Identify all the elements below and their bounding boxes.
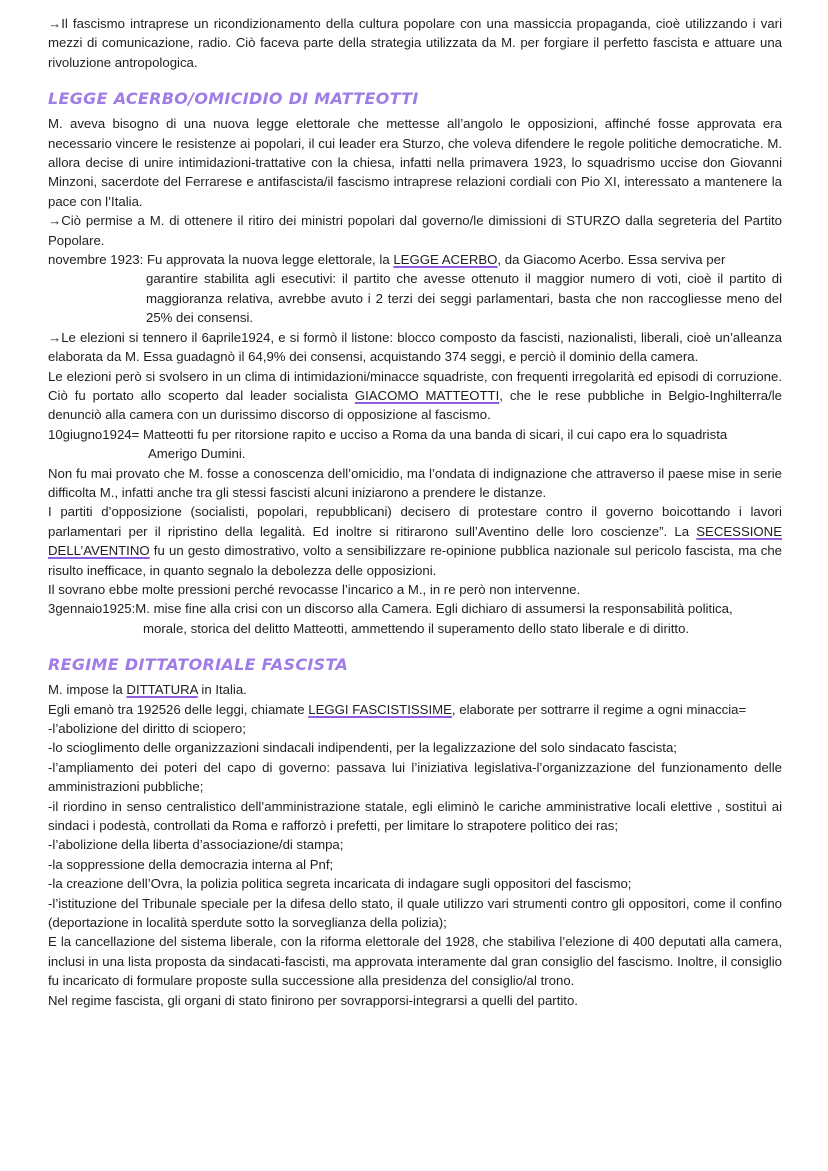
entry-10-giugno-1924: 10giugno1924= Matteotti fu per ritorsione rapito e ucciso a Roma da una banda di sicari, il cui capo era lo squadrista Amerigo Dumini. bbox=[48, 425, 782, 464]
paragraph-sovrano: Il sovrano ebbe molte pressioni perché revocasse l’incarico a M., in re però non intervenne. bbox=[48, 581, 581, 597]
section-heading-regime: REGIME DITTATORIALE FASCISTA bbox=[48, 655, 349, 675]
list-item: -la creazione dell’Ovra, la polizia politica segreta incaricata di indagare sugli oppositori del fascismo; bbox=[48, 876, 632, 892]
paragraph-ritiro-popolari: →Ciò permise a M. di ottenere il ritiro dei ministri popolari dal governo/le dimissioni di STURZO dalla segreteria del Partito Popolare. bbox=[48, 213, 782, 248]
intro-paragraph: →Il fascismo intraprese un ricondizionamento della cultura popolare con una massiccia propaganda, cioè utilizzando i vari mezzi di comunicazione, radio. Ciò faceva parte della strategia utilizzata da M. per forgiare il perfetto fascista e attuare una rivoluzione antropologica. bbox=[48, 16, 782, 70]
entry-date: 10giugno1924= bbox=[48, 426, 143, 442]
paragraph-aventino: I partiti d’opposizione (socialisti, popolari, repubblicani) decisero di protestare contro il governo boicottando i lavori parlamentari per il ripristino della legalità. Ed inoltre si ritirarono sull’Aventino delle loro coscienze”. La SECESSIONE DELL’AVENTINO fu un gesto dimostrativo, volto a sensibilizzare re-opinione pubblica nazionale sul pericolo fascista, ma che risulto inefficace, in quanto segnalo la debolezza delle opposizioni. bbox=[48, 504, 782, 578]
list-item: -la soppressione della democrazia interna al Pnf; bbox=[48, 856, 334, 872]
paragraph-sturzo: M. aveva bisogno di una nuova legge elettorale che mettesse all’angolo le opposizioni, affinché fosse approvata era necessario vincere le resistenze ai popolari, il cui leader era Sturzo, che voleva difendere le regole politiche democratiche. M. allora decise di unire intimidazioni-trattative con la chiesa, infatti nella primavera 1923, lo squadrismo uccise don Giovanni Minzoni, sacerdote del Ferrarese e antifascista/il fascismo intraprese relazioni cordiali con Pio XI, interessato a mantenere la pace con l’Italia. bbox=[48, 116, 782, 209]
document-page bbox=[48, 14, 782, 1010]
entry-date: 3gennaio1925: bbox=[48, 601, 136, 617]
entry-novembre-1923: novembre 1923: Fu approvata la nuova legge elettorale, la LEGGE ACERBO, da Giacomo Acerbo. Essa serviva per garantire stabilita agli esecutivi: il partito che avesse ottenuto il maggior numero di voti, cioè il partito di maggioranza relativa, avrebbe avuto i 2 terzi dei seggi parlamentari, basta che non raccogliesse meno del 25% dei consensi. bbox=[48, 250, 782, 328]
paragraph-riforma-1928: E la cancellazione del sistema liberale, con la riforma elettorale del 1928, che stabiliva l’elezione di 400 deputati alla camera, inclusi in una lista proposta da sindacati-fascisti, ma approvata interamente dal gran consiglio del fascismo. Inoltre, il consiglio fu incaricato di formulare proposte sulla successione alla presidenza del consiglio/al trono. bbox=[48, 934, 782, 989]
list-item: -il riordino in senso centralistico dell’amministrazione statale, egli eliminò le cariche amministrative locali elettive , sostituì ai sindaci i podestà, controllati da Roma e rafforzò i prefetti, per limitare lo strapotere politico dei ras; bbox=[48, 798, 782, 834]
term-giacomo-matteotti: GIACOMO MATTEOTTI bbox=[354, 387, 500, 403]
list-item: -l’ampliamento dei poteri del capo di governo: passava lui l’iniziativa legislativa-l’organizzazione del funzionamento delle amministrazioni pubbliche; bbox=[48, 759, 782, 795]
entry-continuation: garantire stabilita agli esecutivi: il partito che avesse ottenuto il maggior numero di voti, cioè il partito di maggioranza relativa, avrebbe avuto i 2 terzi dei seggi parlamentari, basta che non raccogliesse meno del 25% dei consensi. bbox=[146, 271, 782, 326]
paragraph-organi-stato: Nel regime fascista, gli organi di stato finirono per sovrapporsi-integrarsi a quelli del partito. bbox=[48, 992, 578, 1008]
entry-3-gennaio-1925: 3gennaio1925:M. mise fine alla crisi con un discorso alla Camera. Egli dichiaro di assumersi la responsabilità politica, morale, storica del delitto Matteotti, ammettendo il superamento dello stato liberale e di diritto. bbox=[48, 599, 782, 638]
paragraph-elezioni-1924: →Le elezioni si tennero il 6aprile1924, e si formò il listone: blocco composto da fascisti, nazionalisti, liberali, cioè un’alleanza elaborata da M. Essa guadagnò il 64,9% dei consensi, acquistando 374 seggi, e perciò il dominio della camera. bbox=[48, 329, 782, 365]
term-dittatura: DITTATURA bbox=[126, 682, 198, 698]
entry-continuation: morale, storica del delitto Matteotti, ammettendo il superamento dello stato liberale e di diritto. bbox=[143, 620, 690, 636]
term-legge-acerbo: LEGGE ACERBO bbox=[393, 252, 498, 268]
list-item: -l’istituzione del Tribunale speciale per la difesa dello stato, il quale utilizzo vari strumenti contro gli oppositori, come il confino (deportazione in località sperdute sotto la sorveglianza della polizia); bbox=[48, 895, 782, 931]
paragraph-matteotti: Le elezioni però si svolsero in un clima di intimidazioni/minacce squadriste, con frequenti irregolarità ed episodi di corruzione. Ciò fu portato allo scoperto dal leader socialista GIACOMO MATTEOTTI, che le rese pubbliche in Belgio-Inghilterra/le denunciò alla camera con un durissimo discorso di opposizione al fascismo. bbox=[48, 368, 782, 423]
paragraph-leggi-fascistissime: Egli emanò tra 192526 delle leggi, chiamate LEGGI FASCISTISSIME, elaborate per sottrarre il regime a ogni minaccia= bbox=[48, 701, 747, 717]
list-item: -l’abolizione del diritto di sciopero; bbox=[48, 721, 246, 736]
list-item: -l’abolizione della liberta d’associazione/di stampa; bbox=[48, 837, 344, 853]
term-leggi-fascistissime: LEGGI FASCISTISSIME bbox=[308, 701, 452, 717]
section-heading-legge-acerbo: LEGGE ACERBO/OMICIDIO DI MATTEOTTI bbox=[48, 89, 419, 109]
list-item: -lo scioglimento delle organizzazioni sindacali indipendenti, per la legalizzazione del solo sindacato fascista; bbox=[48, 740, 677, 756]
entry-date: novembre 1923: bbox=[48, 252, 147, 268]
entry-continuation: Amerigo Dumini. bbox=[148, 446, 246, 462]
term-secessione-aventino: SECESSIONE DELL’AVENTINO bbox=[48, 523, 782, 559]
paragraph-indignazione: Non fu mai provato che M. fosse a conoscenza dell’omicidio, ma l’ondata di indignazione che attraverso il paese mise in serie difficolta M., infatti anche tra gli stessi fascisti alcuni iniziarono a prendere le distanze. bbox=[48, 465, 782, 500]
paragraph-dittatura: M. impose la DITTATURA in Italia. bbox=[48, 682, 247, 698]
